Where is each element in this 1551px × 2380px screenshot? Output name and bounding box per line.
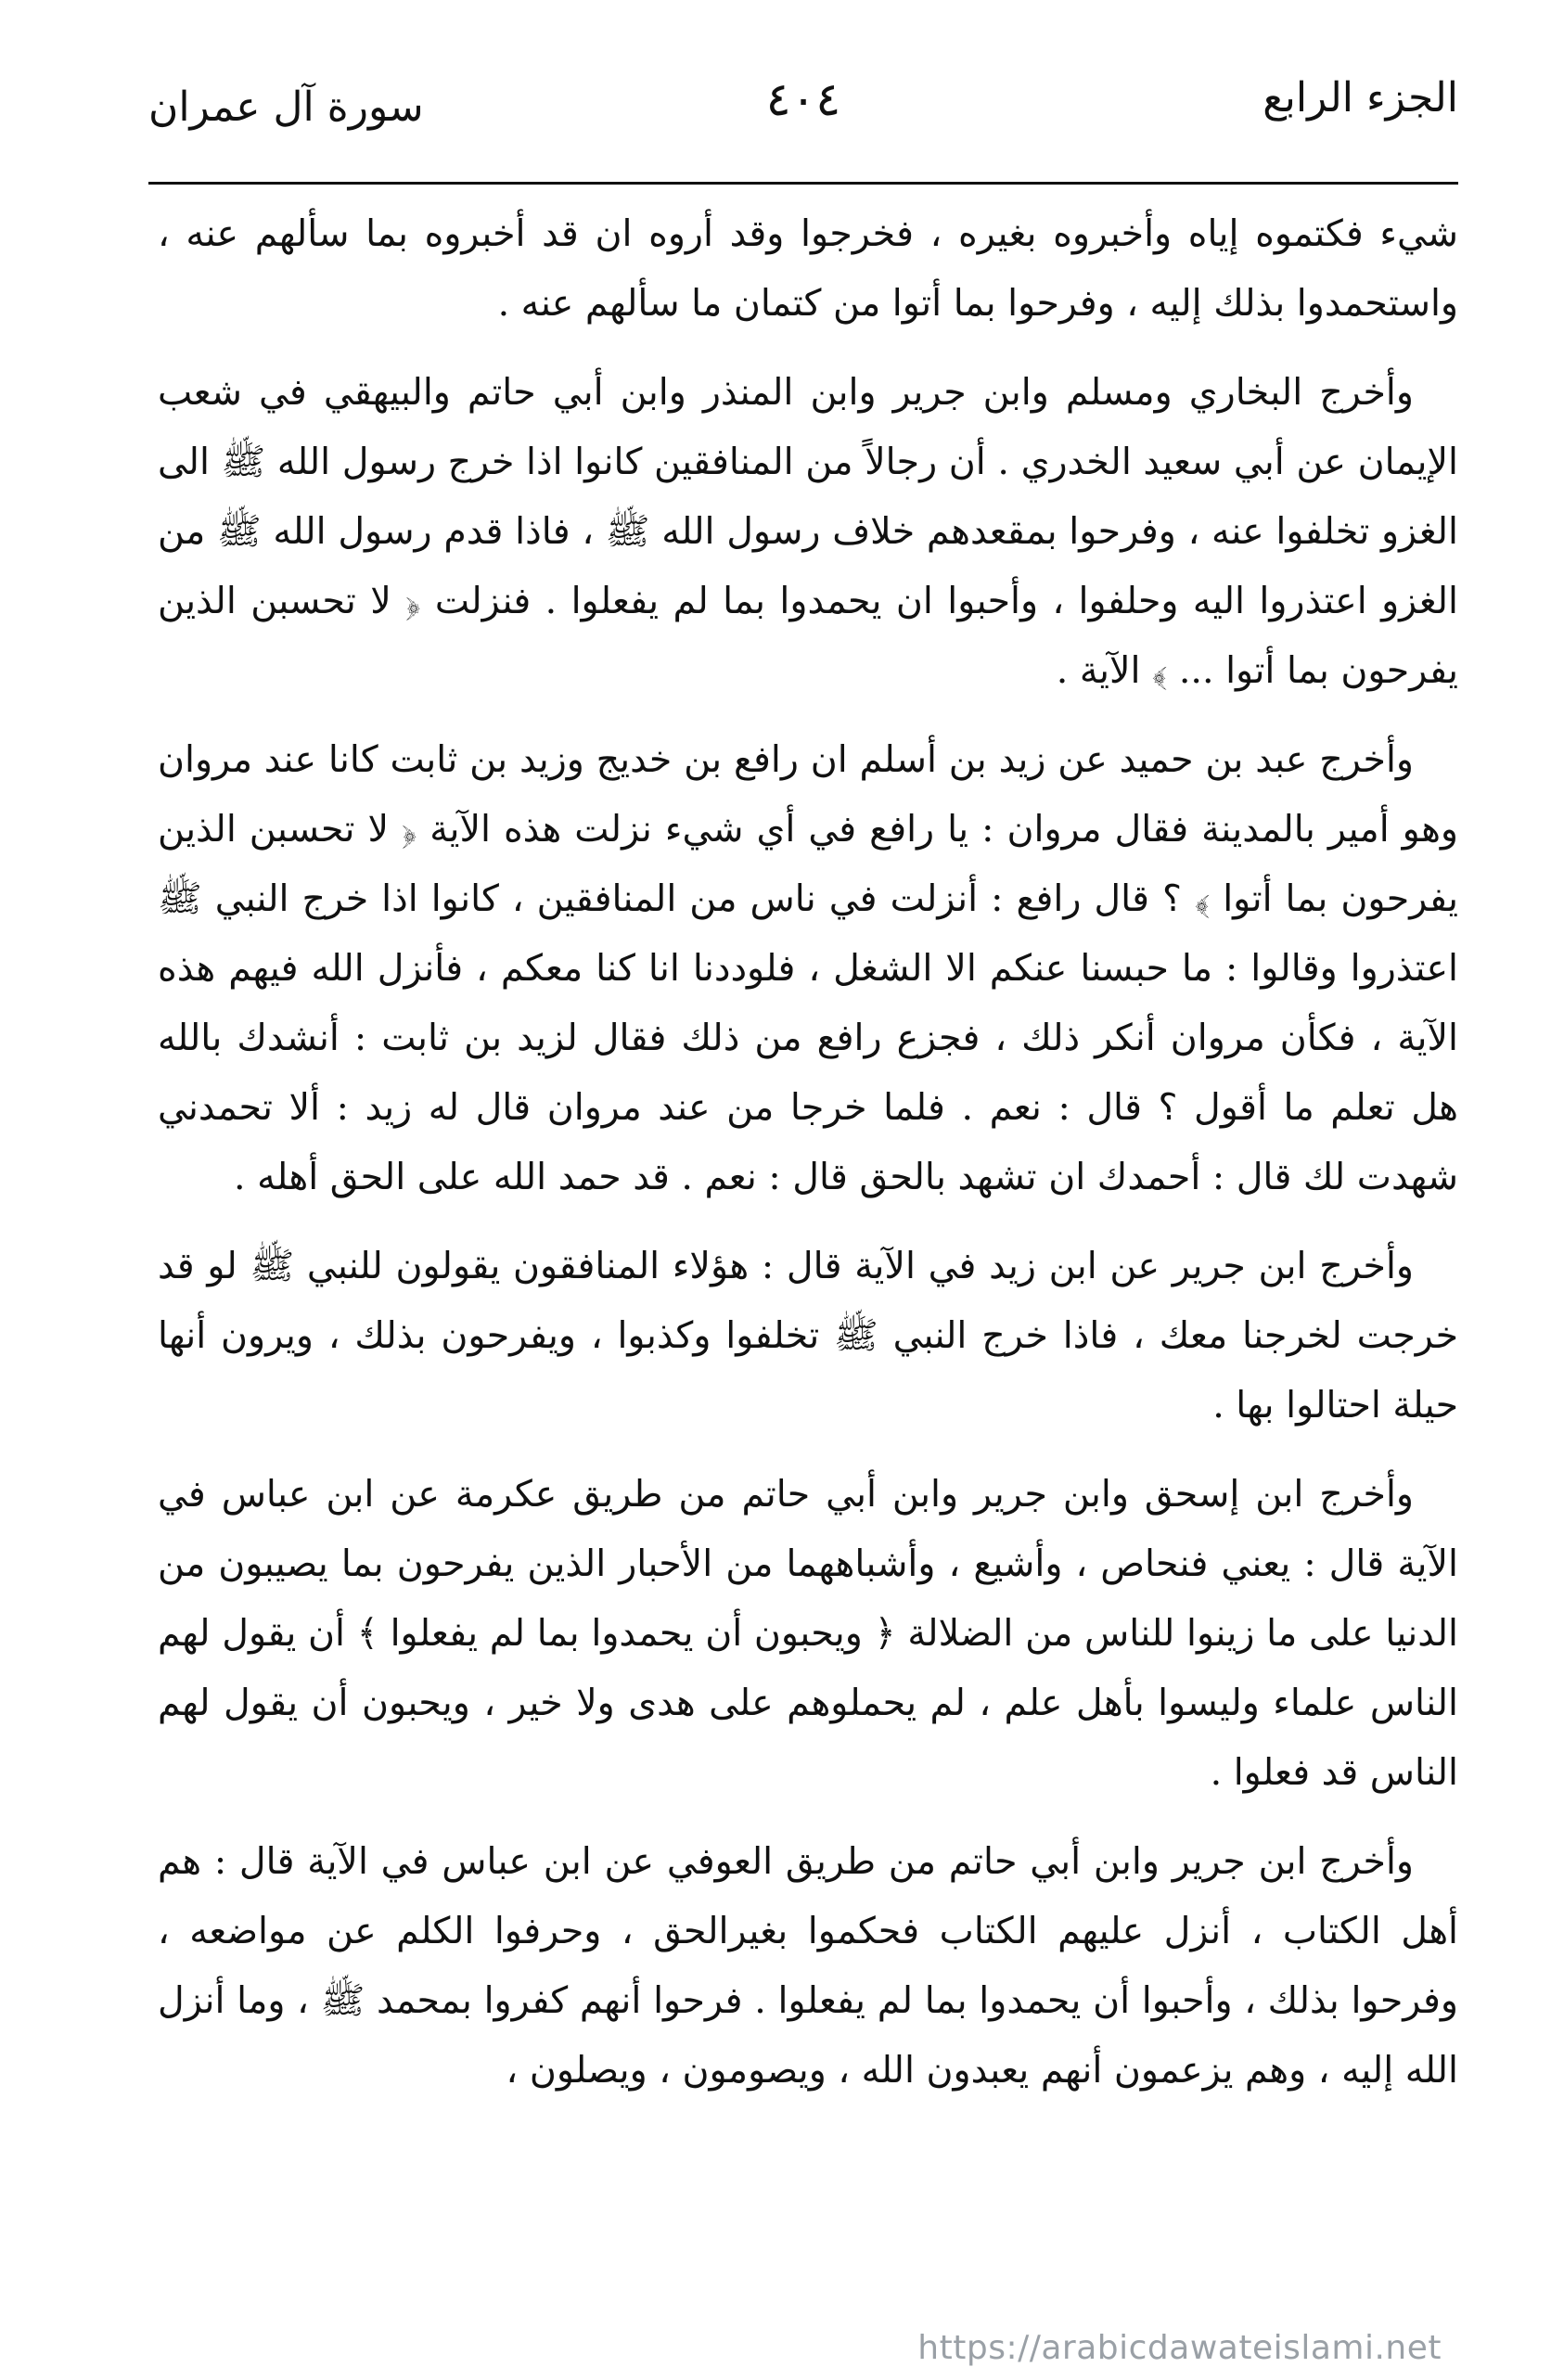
paragraph: وأخرج ابن جرير وابن أبي حاتم من طريق العوفي عن ابن عباس في الآية قال : هم أهل الكتاب ، أنزل عليهم الكتاب فحكموا بغيرالحق ، وحرفوا الكلم عن مواضعه ، وفرحوا بذلك ، وأحبوا أن يحمدوا بما لم يفعلوا . فرحوا أنهم كفروا بمحمد ﷺ ، وما أنزل الله إليه ، وهم يزعمون أنهم يعبدون الله ، ويصومون ، ويصلون ،	[158, 1840, 1458, 2092]
paragraph: وأخرج ابن جرير عن ابن زيد في الآية قال : هؤلاء المنافقون يقولون للنبي ﷺ لو قد خرجت لخرجنا معك ، فاذا خرج النبي ﷺ تخلفوا وكذبوا ، ويفرحون بذلك ، ويرون أنها حيلة احتالوا بها .	[158, 1245, 1458, 1427]
paragraph: وأخرج البخاري ومسلم وابن جرير وابن المنذر وابن أبي حاتم والبيهقي في شعب الإيمان عن أبي سعيد الخدري . أن رجالاً من المنافقين كانوا اذا خرج رسول الله ﷺ الى الغزو تخلفوا عنه ، وفرحوا بمقعدهم خلاف رسول الله ﷺ ، فاذا قدم رسول الله ﷺ من الغزو اعتذروا اليه وحلفوا ، وأحبوا ان يحمدوا بما لم يفعلوا . فنزلت ﴿ لا تحسبن الذين يفرحون بما أتوا ... ﴾ الآية .	[158, 371, 1458, 692]
paragraph: وأخرج ابن إسحق وابن جرير وابن أبي حاتم من طريق عكرمة عن ابن عباس في الآية قال : يعني فنحاص ، وأشيع ، وأشباههما من الأحبار الذين يفرحون بما يصيبون من الدنيا على ما زينوا للناس من الضلالة ﴿ ويحبون أن يحمدوا بما لم يفعلوا ﴾ أن يقول لهم الناس علماء وليسوا بأهل علم ، لم يحملوهم على هدى ولا خير ، ويحبون أن يقول لهم الناس قد فعلوا .	[158, 1473, 1458, 1794]
watermark: https://arabicdawateislami.net	[917, 2329, 1442, 2367]
part-title: الجزء الرابع	[1263, 74, 1458, 122]
page-body	[158, 199, 1458, 2125]
page-number: ٤٠٤	[765, 72, 841, 126]
header-rule	[148, 182, 1458, 185]
page-header	[148, 56, 1458, 158]
paragraph: وأخرج عبد بن حميد عن زيد بن أسلم ان رافع بن خديج وزيد بن ثابت كانا عند مروان وهو أمير بالمدينة فقال مروان : يا رافع في أي شيء نزلت هذه الآية ﴿ لا تحسبن الذين يفرحون بما أتوا ﴾ ؟ قال رافع : أنزلت في ناس من المنافقين ، كانوا اذا خرج النبي ﷺ اعتذروا وقالوا : ما حبسنا عنكم الا الشغل ، فلوددنا انا كنا معكم ، فأنزل الله فيهم هذه الآية ، فكأن مروان أنكر ذلك ، فجزع رافع من ذلك فقال لزيد بن ثابت : أنشدك بالله هل تعلم ما أقول ؟ قال : نعم . فلما خرجا من عند مروان قال له زيد : ألا تحمدني شهدت لك قال : أحمدك ان تشهد بالحق قال : نعم . قد حمد الله على الحق أهله .	[158, 738, 1458, 1198]
paragraph: شيء فكتموه إياه وأخبروه بغيره ، فخرجوا وقد أروه ان قد أخبروه بما سألهم عنه ، واستحمدوا بذلك إليه ، وفرحوا بما أتوا من كتمان ما سألهم عنه .	[158, 212, 1458, 325]
surah-title: سورة آل عمران	[148, 83, 424, 131]
